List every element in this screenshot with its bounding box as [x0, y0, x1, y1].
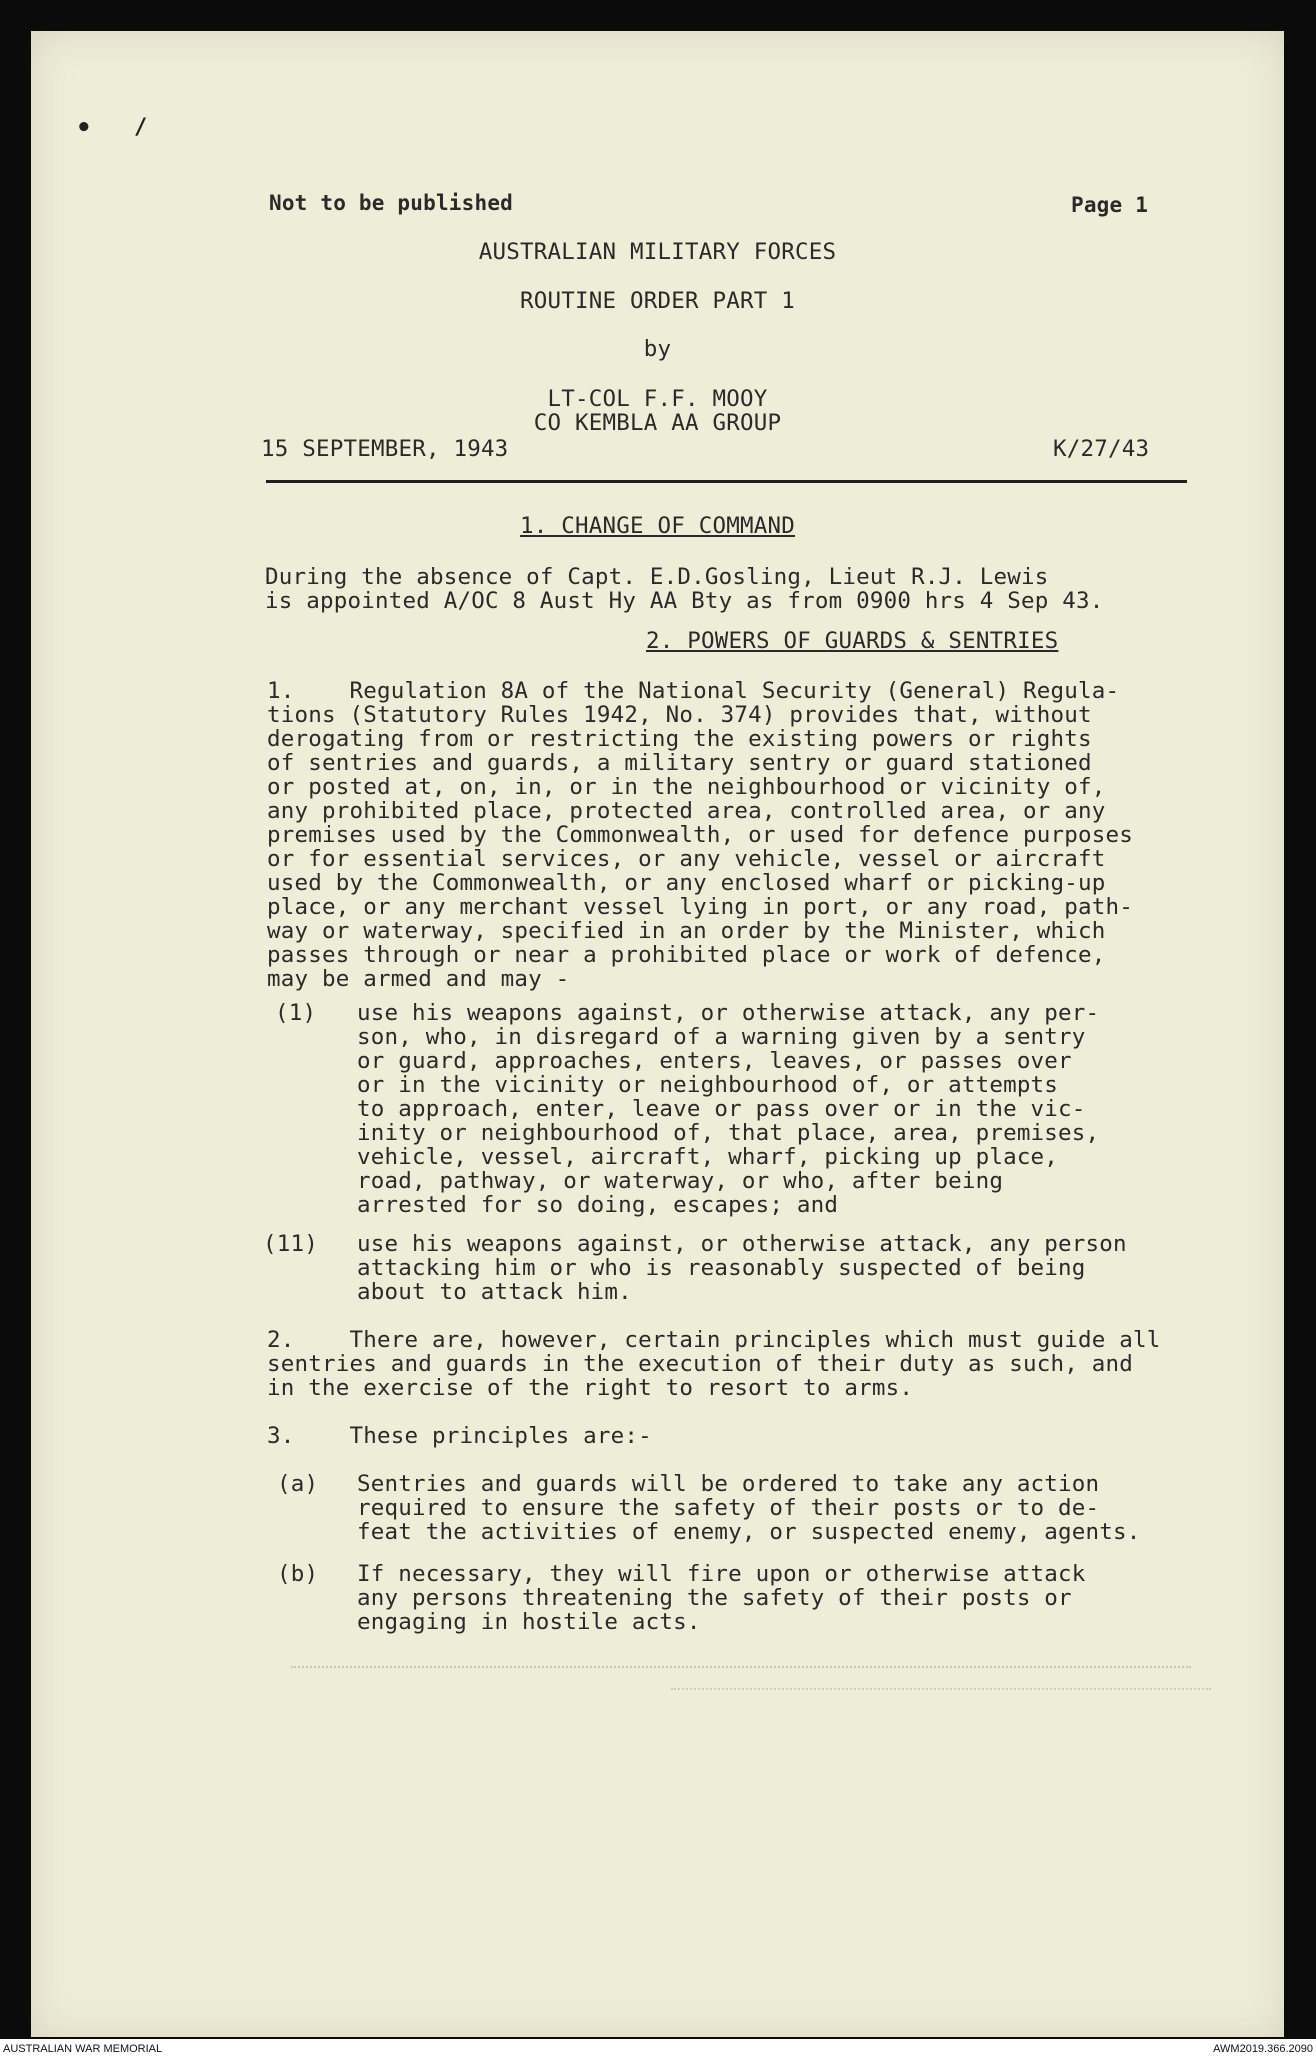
- text-line: feat the activities of enemy, or suspected enemy, agents.: [357, 1519, 1141, 1545]
- text-line: vehicle, vessel, aircraft, wharf, picking up place,: [357, 1144, 1059, 1170]
- bleed-through: [291, 1666, 1191, 1670]
- text-line: any prohibited place, protected area, controlled area, or any: [267, 798, 1106, 824]
- page-number: Page 1: [1071, 193, 1149, 217]
- paragraph: 3. These principles are:-: [267, 1423, 652, 1449]
- text-line: Sentries and guards will be ordered to take any action: [357, 1471, 1100, 1497]
- text-line: or guard, approaches, enters, leaves, or passes over: [357, 1048, 1072, 1074]
- title-line: CO KEMBLA AA GROUP: [533, 410, 782, 436]
- text-line: derogating from or restricting the existing powers or rights: [267, 726, 1092, 752]
- item-number: (a): [277, 1471, 319, 1497]
- footer-credit: AUSTRALIAN WAR MEMORIAL: [3, 2043, 163, 2055]
- text-line: or posted at, on, in, or in the neighbourhood or vicinity of,: [267, 774, 1106, 800]
- text-line: attacking him or who is reasonably suspected of being: [357, 1255, 1086, 1281]
- footer-reference: AWM2019.366.2090: [1213, 2043, 1313, 2055]
- text-line: 1. Regulation 8A of the National Security (General) Regula-: [267, 678, 1120, 704]
- text-line: about to attack him.: [357, 1279, 632, 1305]
- text-line: or in the vicinity or neighbourhood of, or attempts: [357, 1072, 1059, 1098]
- text-line: or for essential services, or any vehicle, vessel or aircraft: [267, 846, 1106, 872]
- punch-mark: •: [76, 113, 92, 143]
- text-line: engaging in hostile acts.: [357, 1609, 701, 1635]
- text-line: tions (Statutory Rules 1942, No. 374) provides that, without: [267, 702, 1092, 728]
- text-line: use his weapons against, or otherwise attack, any per-: [357, 1000, 1100, 1026]
- text-line: to approach, enter, leave or pass over or in the vic-: [357, 1096, 1086, 1122]
- order-date: 15 SEPTEMBER, 1943: [261, 436, 509, 462]
- bleed-through: [671, 1688, 1211, 1692]
- order-reference: K/27/43: [1053, 436, 1150, 462]
- text-line: any persons threatening the safety of their posts or: [357, 1585, 1072, 1611]
- text-line: used by the Commonwealth, or any enclosed wharf or picking-up: [267, 870, 1106, 896]
- text-line: 2. There are, however, certain principles which must guide all: [267, 1327, 1161, 1353]
- text-line: premises used by the Commonwealth, or used for defence purposes: [267, 822, 1134, 848]
- text-line: is appointed A/OC 8 Aust Hy AA Bty as from 0900 hrs 4 Sep 43.: [265, 588, 1104, 614]
- item-number: (1): [275, 1000, 317, 1026]
- punch-mark: /: [134, 115, 148, 140]
- text-line: sentries and guards in the execution of their duty as such, and: [267, 1351, 1134, 1377]
- document-page: [31, 31, 1284, 2037]
- text-line: of sentries and guards, a military sentry or guard stationed: [267, 750, 1092, 776]
- title-line: ROUTINE ORDER PART 1: [520, 288, 795, 314]
- text-line: passes through or near a prohibited place or work of defence,: [267, 942, 1106, 968]
- text-line: in the exercise of the right to resort to arms.: [267, 1375, 914, 1401]
- text-line: If necessary, they will fire upon or otherwise attack: [357, 1561, 1086, 1587]
- item-number: (b): [277, 1561, 319, 1587]
- text-line: inity or neighbourhood of, that place, area, premises,: [357, 1120, 1100, 1146]
- section-heading: 2. POWERS OF GUARDS & SENTRIES: [646, 628, 1059, 654]
- section-heading: 1. CHANGE OF COMMAND: [520, 513, 795, 539]
- text-line: road, pathway, or waterway, or who, after being: [357, 1168, 1004, 1194]
- text-line: son, who, in disregard of a warning given by a sentry: [357, 1024, 1086, 1050]
- text-line: way or waterway, specified in an order by the Minister, which: [267, 918, 1106, 944]
- item-number: (11): [263, 1231, 318, 1257]
- text-line: arrested for so doing, escapes; and: [357, 1192, 839, 1218]
- text-line: use his weapons against, or otherwise attack, any person: [357, 1231, 1127, 1257]
- header-left: Not to be published: [269, 191, 514, 215]
- title-line: AUSTRALIAN MILITARY FORCES: [478, 239, 837, 265]
- text-line: required to ensure the safety of their posts or to de-: [357, 1495, 1100, 1521]
- title-line: by: [643, 336, 672, 362]
- text-line: During the absence of Capt. E.D.Gosling, Lieut R.J. Lewis: [265, 564, 1049, 590]
- text-line: place, or any merchant vessel lying in port, or any road, path-: [267, 894, 1134, 920]
- title-line: LT-COL F.F. MOOY: [547, 386, 768, 412]
- divider: [266, 480, 1187, 483]
- footer-bar: [0, 2039, 1316, 2061]
- text-line: may be armed and may -: [267, 966, 570, 992]
